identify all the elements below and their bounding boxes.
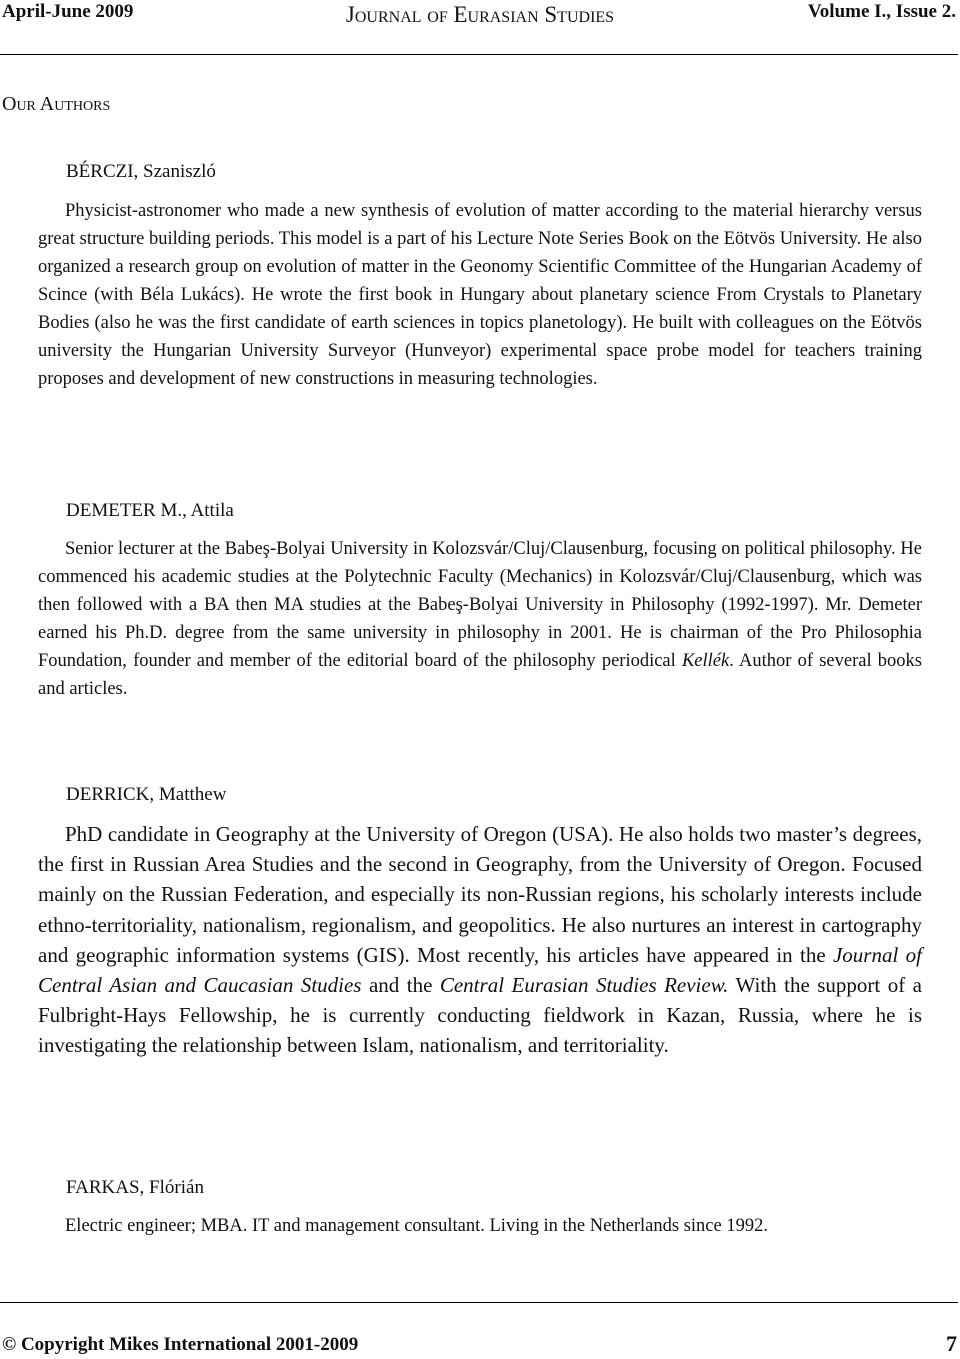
journal-title-italic: Journal of Central Asian and Caucasian Studies <box>38 942 922 998</box>
page-number: 7 <box>946 1331 957 1356</box>
author-name-farkas: FARKAS, Flórián <box>66 1177 204 1198</box>
bio-text: Senior lecturer at the Babeş-Bolyai University in Kolozsvár/Cluj/Clausenburg, focusing on political philosophy. He commenced his academic studies at the Polytechnic Faculty (Mechanics) in Kolozsvár/Cluj/Clausenburg, which was then followed with a BA then MA studies at the Babeş-Bolyai University in Philosophy (1992-1997). Mr. Demeter earned his Ph.D. degree from the same university in philosophy in 2001. He is chairman of the Pro Philosophia Foundation, founder and member of the editorial board of the philosophy periodical <box>38 539 922 671</box>
bio-text: . Author of several books and articles. <box>38 651 922 699</box>
author-bio-berczi: Physicist-astronomer who made a new synthesis of evolution of matter according to the material hierarchy versus great structure building periods. This model is a part of his Lecture Note Series Book on the Eötvös University. He also organized a research group on evolution of matter in the Geonomy Scientific Committee of the Hungarian Academy of Scince (with Béla Lukács). He wrote the first book in Hungary about planetary science From Crystals to Planetary Bodies (also he was the first candidate of earth sciences in topics planetology). He built with colleagues on the Eötvös university the Hungarian University Surveyor (Hunveyor) experimental space probe model for teachers training proposes and development of new constructions in measuring technologies. <box>38 201 922 389</box>
author-bio-derrick <box>38 819 922 1061</box>
bio-text: PhD candidate in Geography at the University of Oregon (USA). He also holds two master’s degrees, the first in Russian Area Studies and the second in Geography, from the University of Oregon. Focused mainly on the Russian Federation, and especially its non-Russian regions, his scholarly interests include ethno-territoriality, nationalism, regionalism, and geopolitics. He also nurtures an interest in cartography and geographic information systems (GIS). Most recently, his articles have appeared in the <box>38 822 922 967</box>
author-name-berczi: BÉRCZI, Szaniszló <box>66 161 216 182</box>
header-divider <box>0 54 958 55</box>
volume-issue: Volume I., Issue 2. <box>807 1 956 22</box>
page-header <box>0 0 958 30</box>
copyright-notice: © Copyright Mikes International 2001-2009 <box>2 1334 359 1355</box>
bio-text: and the <box>361 973 440 998</box>
section-title: Our Authors <box>2 93 111 115</box>
footer-divider <box>0 1302 958 1303</box>
author-bio-demeter <box>38 535 922 703</box>
bio-text: With the support of a Fulbright-Hays Fellowship, he is currently conducting fieldwork in Kazan, Russia, where he is investigating the relationship between Islam, nationalism, and territoriality. <box>38 973 922 1058</box>
author-bio-farkas: Electric engineer; MBA. IT and management consultant. Living in the Netherlands since 1992. <box>65 1216 768 1236</box>
issue-date: April-June 2009 <box>2 1 134 22</box>
review-title-italic: Central Eurasian Studies Review. <box>439 973 729 998</box>
journal-title: Journal of Eurasian Studies <box>345 2 615 27</box>
author-name-derrick: DERRICK, Matthew <box>66 784 227 805</box>
author-name-demeter: DEMETER M., Attila <box>66 500 234 521</box>
periodical-title: Kellék <box>681 651 730 671</box>
